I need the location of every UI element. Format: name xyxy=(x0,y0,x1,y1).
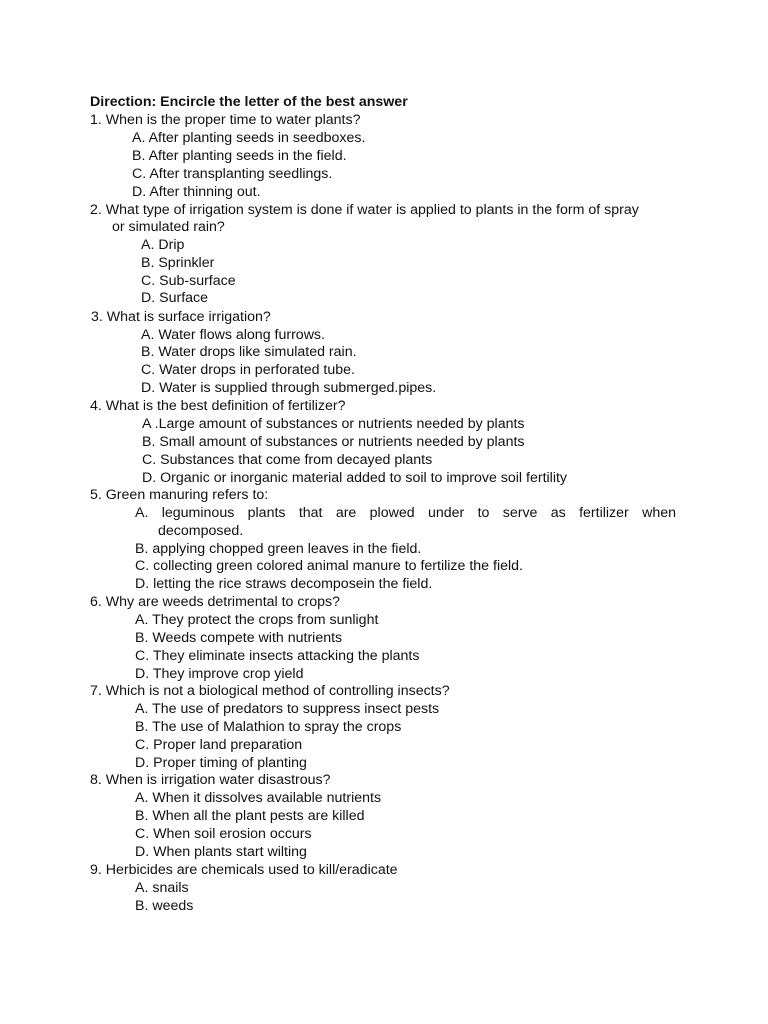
q1-option-c: C. After transplanting seedlings. xyxy=(132,166,333,182)
q1-option-b: B. After planting seeds in the field. xyxy=(132,148,347,164)
question-9: 9. Herbicides are chemicals used to kill/eradicate xyxy=(90,862,398,878)
q4-option-b: B. Small amount of substances or nutrients needed by plants xyxy=(142,434,525,450)
question-8: 8. When is irrigation water disastrous? xyxy=(90,772,331,788)
q9-option-b: B. weeds xyxy=(135,898,194,914)
q1-option-a: A. After planting seeds in seedboxes. xyxy=(132,130,366,146)
direction-heading: Direction: Encircle the letter of the best answer xyxy=(90,94,408,110)
q3-option-a: A. Water flows along furrows. xyxy=(141,327,325,343)
q2-option-d: D. Surface xyxy=(141,290,209,306)
q5-option-d: D. letting the rice straws decomposein the field. xyxy=(135,576,433,592)
question-5: 5. Green manuring refers to: xyxy=(90,487,269,503)
q9-option-a: A. snails xyxy=(135,880,189,896)
q5-option-a: A. leguminous plants that are plowed under to serve as fertilizer when xyxy=(135,505,676,521)
q6-option-b: B. Weeds compete with nutrients xyxy=(135,630,343,646)
q3-option-d: D. Water is supplied through submerged.pipes. xyxy=(141,380,437,396)
q5-option-c: C. collecting green colored animal manure to fertilize the field. xyxy=(135,558,523,574)
question-6: 6. Why are weeds detrimental to crops? xyxy=(90,594,340,610)
q8-option-a: A. When it dissolves available nutrients xyxy=(135,790,382,806)
q8-option-c: C. When soil erosion occurs xyxy=(135,826,312,842)
q7-option-a: A. The use of predators to suppress insect pests xyxy=(135,701,440,717)
q5-option-a-continued: decomposed. xyxy=(158,523,244,539)
q4-option-a: A .Large amount of substances or nutrients needed by plants xyxy=(142,416,525,432)
question-7: 7. Which is not a biological method of controlling insects? xyxy=(90,683,450,699)
question-2-continued: or simulated rain? xyxy=(112,219,225,235)
q7-option-d: D. Proper timing of planting xyxy=(135,755,307,771)
q8-option-d: D. When plants start wilting xyxy=(135,844,307,860)
q6-option-c: C. They eliminate insects attacking the plants xyxy=(135,648,420,664)
q7-option-b: B. The use of Malathion to spray the crops xyxy=(135,719,402,735)
question-4: 4. What is the best definition of fertilizer? xyxy=(90,398,346,414)
q4-option-c: C. Substances that come from decayed plants xyxy=(142,452,433,468)
q1-option-d: D. After thinning out. xyxy=(132,184,261,200)
q5-option-b: B. applying chopped green leaves in the field. xyxy=(135,541,422,557)
q6-option-d: D. They improve crop yield xyxy=(135,666,304,682)
q2-option-c: C. Sub-surface xyxy=(141,273,236,289)
q3-option-b: B. Water drops like simulated rain. xyxy=(141,344,357,360)
q6-option-a: A. They protect the crops from sunlight xyxy=(135,612,379,628)
question-2: 2. What type of irrigation system is done if water is applied to plants in the form of spray xyxy=(90,202,639,218)
question-1: 1. When is the proper time to water plants? xyxy=(90,112,361,128)
q3-option-c: C. Water drops in perforated tube. xyxy=(141,362,355,378)
q8-option-b: B. When all the plant pests are killed xyxy=(135,808,365,824)
q7-option-c: C. Proper land preparation xyxy=(135,737,303,753)
q4-option-d: D. Organic or inorganic material added to soil to improve soil fertility xyxy=(142,470,568,486)
q2-option-a: A. Drip xyxy=(141,237,185,253)
question-3: 3. What is surface irrigation? xyxy=(91,309,271,325)
q2-option-b: B. Sprinkler xyxy=(141,255,215,271)
